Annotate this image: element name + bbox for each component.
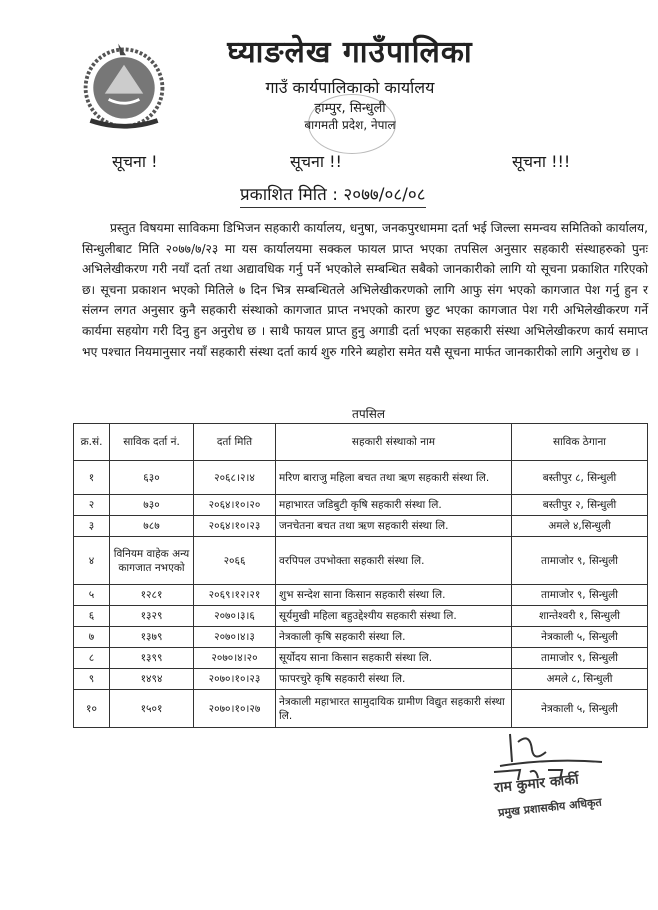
cell-sn: ६: [74, 606, 110, 627]
header-coop-name: सहकारी संस्थाको नाम: [276, 424, 512, 461]
cell-sn: ९: [74, 669, 110, 690]
cell-reg-date: २०६८।२।४: [194, 461, 276, 495]
cell-address: अमले ४,सिन्धुली: [512, 516, 648, 537]
cell-coop-name: फापरचुरे कृषि सहकारी संस्था लि.: [276, 669, 512, 690]
cell-reg-date: २०६४।१०।२३: [194, 516, 276, 537]
table-row: [74, 537, 648, 585]
nepal-emblem-icon: [76, 36, 172, 132]
cell-address: तामाजोर ९, सिन्धुली: [512, 537, 648, 585]
published-date-text: प्रकाशित मिति : २०७७/०८/०८: [240, 185, 426, 205]
cell-reg-no: १३७९: [110, 627, 194, 648]
cell-address: तामाजोर ९, सिन्धुली: [512, 585, 648, 606]
cell-reg-date: २०६४।१०।२०: [194, 495, 276, 516]
notice-heading-2: सूचना !!: [290, 152, 342, 171]
cell-reg-date: २०६९।१२।२१: [194, 585, 276, 606]
cell-reg-no: १५०१: [110, 690, 194, 728]
cell-sn: ४: [74, 537, 110, 585]
cell-sn: १०: [74, 690, 110, 728]
table-header-row: [74, 424, 648, 461]
table-row: [74, 606, 648, 627]
cell-address: बस्तीपुर ८, सिन्धुली: [512, 461, 648, 495]
table-row: [74, 585, 648, 606]
office-stamp: [308, 94, 396, 154]
table-row: [74, 627, 648, 648]
office-place: हाम्पुर, सिन्धुली: [314, 101, 386, 116]
cell-reg-no: ७३०: [110, 495, 194, 516]
cell-address: नेत्रकाली ५, सिन्धुली: [512, 627, 648, 648]
cell-sn: १: [74, 461, 110, 495]
signatory-role: प्रमुख प्रशासकीय अधिकृत: [497, 795, 603, 820]
header-sn: क्र.सं.: [74, 424, 110, 461]
cell-reg-date: २०६६: [194, 537, 276, 585]
cell-sn: ५: [74, 585, 110, 606]
published-date: [240, 182, 426, 208]
cell-coop-name: नेत्रकाली महाभारत सामुदायिक ग्रामीण विद्युत सहकारी संस्था लि.: [276, 690, 512, 728]
notice-heading-3: सूचना !!!: [512, 152, 571, 171]
cell-reg-no: १२८१: [110, 585, 194, 606]
table-row: [74, 495, 648, 516]
cell-reg-date: २०७०।१०।२३: [194, 669, 276, 690]
cell-sn: ३: [74, 516, 110, 537]
table-row: [74, 516, 648, 537]
cell-sn: २: [74, 495, 110, 516]
table-row: [74, 669, 648, 690]
table-row: [74, 461, 648, 495]
notice-body: [82, 218, 648, 362]
cell-sn: ७: [74, 627, 110, 648]
office-country: बागमती प्रदेश, नेपाल: [304, 118, 396, 132]
cell-address: तामाजोर ९, सिन्धुली: [512, 648, 648, 669]
table-caption: तपसिल: [352, 407, 386, 421]
cell-coop-name: मरिण बाराजु महिला बचत तथा ऋण सहकारी संस्था लि.: [276, 461, 512, 495]
notice-heading-1: सूचना !: [112, 152, 158, 171]
cell-reg-no: १४९४: [110, 669, 194, 690]
cell-address: अमले ८, सिन्धुली: [512, 669, 648, 690]
notice-body-text: प्रस्तुत विषयमा साविकमा डिभिजन सहकारी कार्यालय, धनुषा, जनकपुरधाममा दर्ता भई जिल्ला समन्वय समितिको कार्यालय, सिन्धुलीबाट मिति २०७७/७/२३ मा यस कार्यालयमा सक्कल फायल प्राप्त भएका तपसिल अनुसार सहकारी संस्थाहरुको पुनः अभिलेखीकरण गरी नयाँ दर्ता तथा अद्यावधिक गर्नु पर्ने भएकोले सम्बन्धित सबैको जानकारीको लागि यो सूचना प्रकाशित गरिएको छ। सूचना प्रकाशन भएको मितिले ७ दिन भित्र सम्बन्धितले अभिलेखीकरणको लागि आफु संग भएको कागजात पेश गर्नु हुन र संलग्न लगत अनुसार कुनै सहकारी संस्थाको कागजात प्राप्त नभएको कारण छुट भएका कागजात पेश गरी अभिलेखीकरण गर्ने कार्यमा सहयोग गरी दिनु हुन अनुरोध छ । साथै फायल प्राप्त हुनु अगाडी दर्ता भएका सहकारी संस्था अभिलेखीकरण कार्य समाप्त भए पश्चात नियमानुसार नयाँ सहकारी संस्था दर्ता कार्य शुरु गरिने ब्यहोरा समेत यसै सूचना मार्फत जानकारीको लागि अनुरोध छ ।: [82, 221, 648, 359]
cell-coop-name: शुभ सन्देश साना किसान सहकारी संस्था लि.: [276, 585, 512, 606]
cell-coop-name: महाभारत जडिबुटी कृषि सहकारी संस्था लि.: [276, 495, 512, 516]
signatory-name: राम कुमार कार्की: [493, 771, 580, 797]
cell-reg-no: विनियम वाहेक अन्य कागजात नभएको: [110, 537, 194, 585]
cell-coop-name: जनचेतना बचत तथा ऋण सहकारी संस्था लि.: [276, 516, 512, 537]
header-reg-no: साविक दर्ता नं.: [110, 424, 194, 461]
cell-address: नेत्रकाली ५, सिन्धुली: [512, 690, 648, 728]
cell-reg-no: ६३०: [110, 461, 194, 495]
cell-coop-name: नेत्रकाली कृषि सहकारी संस्था लि.: [276, 627, 512, 648]
cell-reg-date: २०७०।३।६: [194, 606, 276, 627]
cell-reg-date: २०७०।४।२०: [194, 648, 276, 669]
cell-reg-no: ७८७: [110, 516, 194, 537]
cell-coop-name: सूर्योदय साना किसान सहकारी संस्था लि.: [276, 648, 512, 669]
cell-reg-no: १३२९: [110, 606, 194, 627]
cell-reg-date: २०७०।४।३: [194, 627, 276, 648]
office-subtitle: गाउँ कार्यपालिकाको कार्यालय: [265, 78, 435, 97]
cell-address: शान्तेश्वरी १, सिन्धुली: [512, 606, 648, 627]
header-reg-date: दर्ता मिति: [194, 424, 276, 461]
header-address: साविक ठेगाना: [512, 424, 648, 461]
table-row: [74, 648, 648, 669]
cell-reg-date: २०७०।१०।२७: [194, 690, 276, 728]
cooperative-table: [73, 423, 648, 728]
cell-coop-name: सूर्यमुखी महिला बहुउद्देश्यीय सहकारी संस्था लि.: [276, 606, 512, 627]
cell-reg-no: १३९९: [110, 648, 194, 669]
cell-address: बस्तीपुर २, सिन्धुली: [512, 495, 648, 516]
office-title: घ्याङलेख गाउँपालिका: [227, 35, 473, 70]
cell-sn: ८: [74, 648, 110, 669]
cell-coop-name: वरपिपल उपभोक्ता सहकारी संस्था लि.: [276, 537, 512, 585]
published-date-underline: [240, 207, 426, 208]
